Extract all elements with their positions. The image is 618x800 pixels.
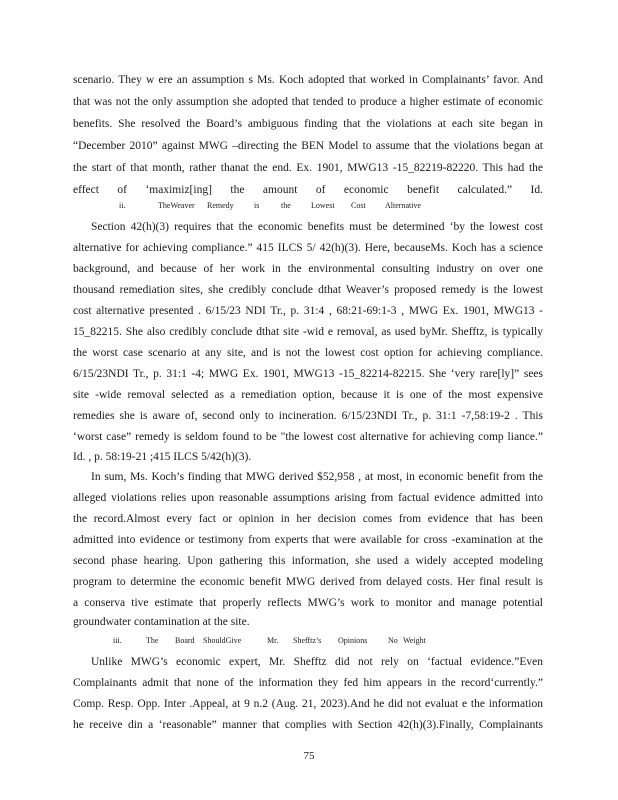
heading-word: iii. xyxy=(113,636,122,645)
heading-word: the xyxy=(281,201,291,210)
heading-word: Shefftz’s xyxy=(293,636,322,645)
heading-word: Weight xyxy=(403,636,426,645)
text-line: background, and because of her work in the environmental consulting industry on over one xyxy=(73,263,543,275)
text-line: Id. , p. 58:19-21 ;415 ILCS 5/42(h)(3). xyxy=(73,451,252,463)
text-line: groundwater contamination at the site. xyxy=(73,616,250,628)
text-line: second phase hearing. Upon gathering this information, she used a widely accepted modeling xyxy=(73,555,543,567)
heading-word: Lowest xyxy=(311,201,335,210)
text-line: In sum, Ms. Koch’s finding that MWG derived $52,958 , at most, in economic benefit from the xyxy=(91,471,543,483)
text-line: Complainants admit that none of the information they fed him appears in the record‘currently.” xyxy=(73,677,543,689)
text-line: effect of ‘maximiz[ing] the amount of economic benefit calculated.” Id. xyxy=(73,184,543,196)
heading-word: is xyxy=(254,201,260,210)
heading-word: Mr. xyxy=(267,636,279,645)
text-line: alleged violations relies upon reasonable assumptions arising from factual evidence admitted into xyxy=(73,492,543,504)
heading-word: Cost xyxy=(351,201,366,210)
heading-word: No xyxy=(388,636,398,645)
heading-word: ShouldGive xyxy=(203,636,242,645)
heading-word: Alternative xyxy=(385,201,421,210)
text-line: Comp. Resp. Opp. Inter .Appeal, at 9 n.2 (Aug. 21, 2023).And he did not evaluat e the information xyxy=(73,698,543,710)
text-line: he receive din a ‘reasonable” manner that complies with Section 42(h)(3).Finally, Complainants xyxy=(73,719,543,731)
page-number: 75 xyxy=(303,750,315,762)
text-line: remedies she is aware of, second only to incineration. 6/15/23NDI Tr., p. 31:1 -7,58:19-2 . This xyxy=(73,410,543,422)
heading-word: TheWeaver xyxy=(158,201,195,210)
heading-word: Remedy xyxy=(207,201,234,210)
text-line: “December 2010” against MWG –directing the BEN Model to assume that the violations began at xyxy=(73,140,543,152)
text-line: program to determine the economic benefit MWG derived from delayed costs. Her final result is xyxy=(73,576,543,588)
text-line: that was not the only assumption she adopted that tended to produce a higher estimate of economic xyxy=(73,96,543,108)
text-line: benefits. She resolved the Board’s ambiguous finding that the violations at each site began in xyxy=(73,118,543,130)
text-line: thousand remediation sites, she credibly conclude dthat Weaver’s proposed remedy is the lowest xyxy=(73,284,543,296)
text-line: site -wide removal selected as a remediation option, because it is one of the most expensive xyxy=(73,389,543,401)
heading-word: The xyxy=(146,636,159,645)
text-line: Section 42(h)(3) requires that the economic benefits must be determined ‘by the lowest cost xyxy=(91,221,543,233)
text-line: the start of that month, rather thanat the end. Ex. 1901, MWG13 -15_82219-82220. This had the xyxy=(73,162,543,174)
heading-word: ii. xyxy=(119,201,126,210)
text-line: a conserva tive estimate that properly reflects MWG’s work to monitor and manage potential xyxy=(73,597,543,609)
text-line: 6/15/23NDI Tr., p. 31:1 -4; MWG Ex. 1901, MWG13 -15_82214-82215. She ‘very rare[ly]” sees xyxy=(73,368,543,380)
heading-word: Board xyxy=(175,636,195,645)
text-line: scenario. They w ere an assumption s Ms. Koch adopted that worked in Complainants’ favor. And xyxy=(73,74,543,86)
text-line: Unlike MWG’s economic expert, Mr. Shefftz did not rely on ‘factual evidence.”Even xyxy=(91,656,543,668)
text-line: ‘worst case” remedy is seldom found to be "the lowest cost alternative for achieving comp liance.” xyxy=(73,431,543,443)
heading-word: Opinions xyxy=(338,636,368,645)
text-line: admitted into evidence or testimony from experts that were available for cross -examination at the xyxy=(73,534,543,546)
text-line: alternative for achieving compliance.” 415 ILCS 5/ 42(h)(3). Here, becauseMs. Koch has a science xyxy=(73,242,543,254)
text-line: the record.Almost every fact or opinion in her decision comes from evidence that has been xyxy=(73,513,543,525)
text-line: 15_82215. She also credibly conclude dthat site -wid e removal, as used byMr. Shefftz, is typically xyxy=(73,326,543,338)
text-line: the worst case scenario at any site, and is not the lowest cost option for achieving compliance. xyxy=(73,347,543,359)
text-line: cost alternative presented . 6/15/23 NDI Tr., p. 31:4 , 68:21-69:1-3 , MWG Ex. 1901, MWG13 - xyxy=(73,305,543,317)
